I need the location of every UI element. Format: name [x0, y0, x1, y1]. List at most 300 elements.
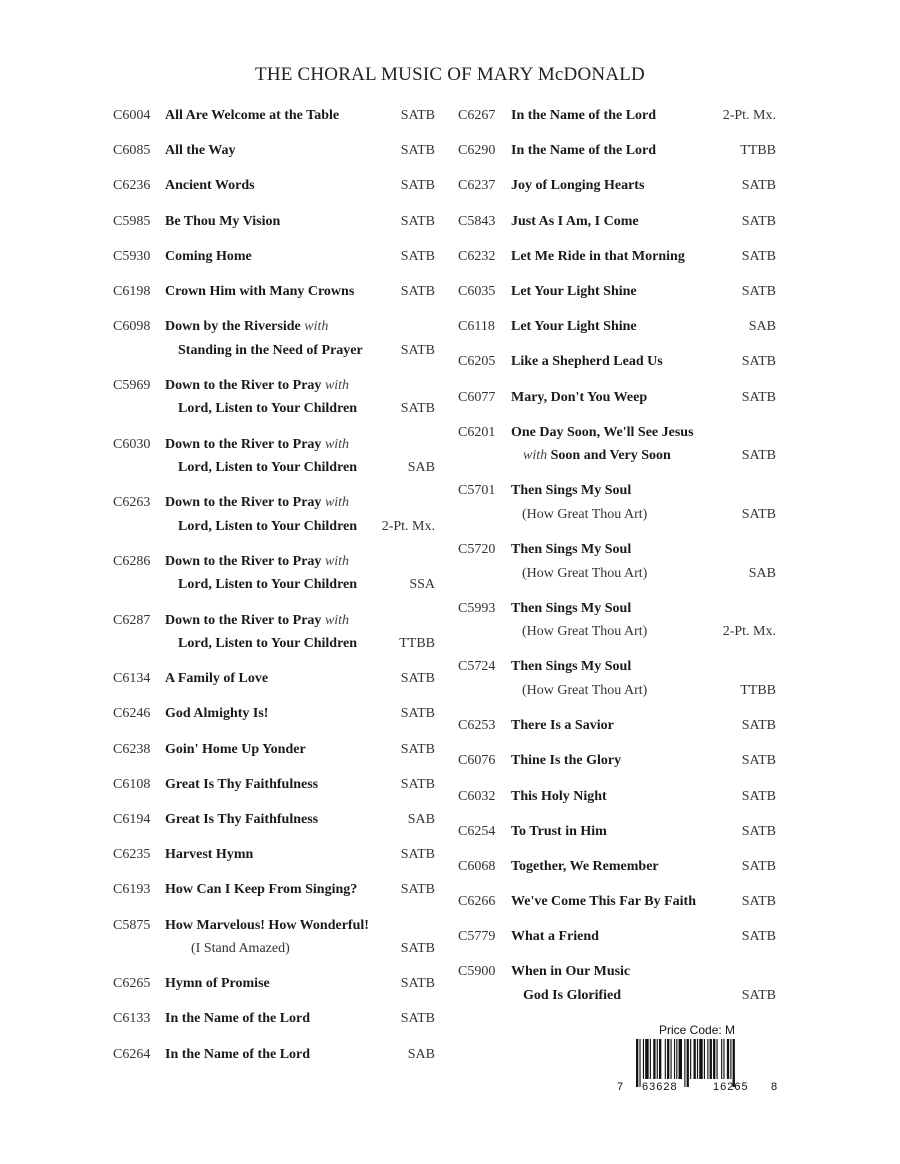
catalog-entry — [113, 280, 435, 304]
voicing: SATB — [741, 823, 776, 839]
song-title — [165, 914, 369, 938]
song-subtitle — [522, 620, 647, 644]
voicing: SATB — [741, 248, 776, 264]
song-title — [511, 174, 644, 198]
song-title — [511, 855, 659, 879]
song-title-text: How Can I Keep From Singing? — [165, 882, 358, 898]
song-title — [165, 210, 280, 234]
catalog-number: C6235 — [113, 847, 151, 863]
song-title — [511, 315, 637, 339]
song-title — [165, 702, 268, 726]
song-title — [165, 433, 349, 457]
voicing: SAB — [407, 1046, 435, 1062]
catalog-entry — [458, 315, 776, 339]
voicing: SATB — [400, 213, 435, 229]
barcode-bar — [704, 1039, 705, 1079]
barcode-bar — [694, 1039, 696, 1079]
voicing: SATB — [400, 108, 435, 123]
song-title-text: Harvest Hymn — [165, 847, 254, 863]
catalog-entry-line — [458, 104, 776, 128]
catalog-entry — [113, 374, 435, 421]
voicing: 2-Pt. Mx. — [722, 624, 776, 640]
song-title — [165, 104, 339, 128]
voicing: SATB — [400, 941, 435, 957]
catalog-entry-line — [458, 562, 776, 586]
catalog-number: C6004 — [113, 108, 151, 123]
song-title — [178, 573, 357, 597]
catalog-entry-line — [113, 139, 435, 163]
song-title — [165, 374, 349, 398]
barcode-bar — [687, 1039, 689, 1087]
catalog-number: C6286 — [113, 553, 151, 569]
barcode-bar — [643, 1039, 644, 1079]
catalog-entry-line — [113, 550, 435, 574]
song-title-text: Joy of Longing Hearts — [511, 178, 645, 194]
catalog-entry-line — [113, 433, 435, 457]
catalog-number: C5843 — [458, 213, 496, 229]
song-title — [165, 1043, 310, 1067]
song-title — [511, 890, 696, 914]
catalog-entry — [113, 245, 435, 269]
voicing: SATB — [741, 389, 776, 405]
page-title: THE CHORAL MUSIC OF MARY McDONALD — [255, 64, 645, 85]
song-title — [165, 878, 357, 902]
catalog-number: C6232 — [458, 248, 496, 264]
catalog-entry-line — [458, 386, 776, 410]
barcode-bar — [676, 1039, 677, 1079]
song-title — [511, 785, 607, 809]
song-title-text: One Day Soon, We'll See Jesus — [511, 424, 694, 440]
song-title — [511, 386, 647, 410]
barcode-bar — [721, 1039, 722, 1079]
song-title-text: Crown Him with Many Crowns — [165, 283, 355, 299]
voicing: SATB — [400, 671, 435, 687]
barcode-bar — [690, 1039, 691, 1079]
song-title — [511, 104, 656, 128]
catalog-entry — [113, 139, 435, 163]
catalog-entry — [458, 210, 776, 234]
catalog-entry — [113, 667, 435, 691]
catalog-entry — [113, 315, 435, 362]
catalog-entry — [113, 738, 435, 762]
catalog-number: C6265 — [113, 976, 151, 992]
song-title — [165, 280, 354, 304]
song-title-text: There Is a Savior — [511, 718, 614, 734]
catalog-entry — [458, 890, 776, 914]
song-title-text: Let Me Ride in that Morning — [511, 248, 685, 264]
song-title — [523, 984, 621, 1008]
with-connector: with — [324, 436, 350, 452]
song-title-text: What a Friend — [511, 929, 599, 945]
catalog-entry — [458, 655, 776, 702]
catalog-number: C6290 — [458, 143, 496, 159]
catalog-number: C5930 — [113, 248, 151, 264]
song-title-text: Down to the River to Pray — [165, 612, 322, 628]
catalog-entry-line — [113, 280, 435, 304]
voicing: SATB — [741, 283, 776, 299]
barcode-bar — [636, 1039, 638, 1087]
song-title-text: Then Sings My Soul — [511, 542, 632, 558]
song-title-text: Goin' Home Up Yonder — [165, 741, 306, 757]
catalog-entry — [113, 878, 435, 902]
catalog-entry — [458, 714, 776, 738]
catalog-entry — [458, 104, 776, 128]
catalog-entry-line — [458, 421, 776, 445]
barcode-bar — [645, 1039, 648, 1079]
catalog-number: C6287 — [113, 612, 151, 628]
catalog-entry-line — [458, 503, 776, 527]
barcode-bar — [710, 1039, 712, 1079]
catalog-entry-line — [113, 914, 435, 938]
catalog-entry — [113, 609, 435, 656]
song-title-text: Mary, Don't You Weep — [511, 389, 648, 405]
catalog-entry-line — [458, 655, 776, 679]
voicing: SSA — [409, 577, 435, 593]
catalog-number: C6253 — [458, 718, 496, 734]
barcode-bar — [697, 1039, 698, 1079]
catalog-number: C5779 — [458, 929, 496, 945]
song-title-text: Lord, Listen to Your Children — [178, 401, 358, 417]
song-title — [165, 738, 306, 762]
song-title-text: Coming Home — [165, 248, 252, 264]
barcode-bar — [730, 1039, 731, 1079]
song-title-text: Be Thou My Vision — [165, 213, 281, 229]
song-title — [165, 667, 268, 691]
barcode-bar — [684, 1039, 685, 1087]
barcode-bar — [665, 1039, 666, 1079]
catalog-entry — [113, 972, 435, 996]
song-title-text: To Trust in Him — [511, 823, 607, 839]
catalog-entry-line — [113, 667, 435, 691]
voicing: SATB — [741, 448, 776, 464]
song-title — [511, 538, 631, 562]
catalog-entry — [113, 702, 435, 726]
catalog-number: C6266 — [458, 894, 496, 910]
song-title — [511, 479, 631, 503]
song-title-text: Soon and Very Soon — [550, 448, 671, 464]
catalog-entry-line — [458, 820, 776, 844]
voicing: SAB — [748, 565, 776, 581]
voicing: SATB — [741, 354, 776, 370]
song-title-text: Great Is Thy Faithfulness — [165, 776, 319, 792]
song-title — [165, 139, 236, 163]
catalog-entry-line — [458, 210, 776, 234]
song-title-text: Down to the River to Pray — [165, 436, 322, 452]
with-connector: with — [324, 377, 350, 393]
barcode-bar — [679, 1039, 682, 1079]
catalog-entry — [458, 960, 776, 1007]
song-title — [165, 315, 328, 339]
catalog-number: C5720 — [458, 542, 496, 558]
catalog-number: C6201 — [458, 424, 496, 440]
voicing: SATB — [741, 213, 776, 229]
barcode-bar — [733, 1039, 735, 1087]
song-title-text: Down to the River to Pray — [165, 377, 322, 393]
song-title — [511, 245, 685, 269]
song-title — [511, 139, 656, 163]
catalog-entry-line — [458, 785, 776, 809]
song-subtitle — [522, 503, 647, 527]
song-title-text: (How Great Thou Art) — [522, 682, 648, 698]
barcode-bar — [639, 1039, 640, 1087]
catalog-entry — [113, 550, 435, 597]
voicing: SAB — [407, 460, 435, 475]
catalog-number: C6077 — [458, 389, 496, 405]
song-title — [511, 421, 694, 445]
song-title — [511, 820, 607, 844]
voicing: TTBB — [740, 143, 776, 159]
catalog-entry — [113, 433, 435, 480]
catalog-entry-line — [113, 632, 435, 656]
song-title — [165, 1007, 310, 1031]
song-title — [165, 245, 252, 269]
catalog-entry-line — [113, 609, 435, 633]
song-title-text: Then Sings My Soul — [511, 483, 632, 499]
catalog-entry-line — [458, 749, 776, 773]
catalog-entry-line — [113, 397, 435, 421]
catalog-number: C6098 — [113, 319, 151, 335]
voicing: SATB — [400, 741, 435, 757]
catalog-entry — [458, 245, 776, 269]
voicing: 2-Pt. Mx. — [722, 108, 776, 123]
catalog-entry — [458, 597, 776, 644]
song-title-text: Down to the River to Pray — [165, 495, 322, 511]
catalog-entry — [458, 749, 776, 773]
catalog-entry-line — [458, 925, 776, 949]
catalog-entry — [113, 1007, 435, 1031]
catalog-number: C6198 — [113, 283, 151, 299]
catalog-entry-line — [113, 491, 435, 515]
song-title-text: Down to the River to Pray — [165, 553, 322, 569]
song-title — [165, 491, 349, 515]
catalog-entry-line — [113, 937, 435, 961]
catalog-entry-line — [113, 456, 435, 480]
catalog-entry-line — [113, 515, 435, 539]
barcode-bar — [707, 1039, 708, 1079]
voicing: TTBB — [399, 636, 435, 652]
voicing: 2-Pt. Mx. — [381, 518, 435, 534]
catalog-number: C6264 — [113, 1046, 151, 1062]
song-title-text: Lord, Listen to Your Children — [178, 460, 358, 475]
upc-check-digit: 8 — [771, 1081, 778, 1093]
catalog-entry-line — [458, 714, 776, 738]
voicing: SATB — [400, 976, 435, 992]
catalog-number: C6237 — [458, 178, 496, 194]
barcode-bar — [671, 1039, 672, 1079]
catalog-entry-line — [113, 174, 435, 198]
song-title — [165, 174, 255, 198]
catalog-entry — [113, 174, 435, 198]
song-title-text: God Almighty Is! — [165, 706, 269, 722]
voicing: SATB — [741, 506, 776, 522]
voicing: SATB — [741, 788, 776, 804]
catalog-number: C6254 — [458, 823, 496, 839]
with-connector: with — [304, 319, 329, 335]
catalog-number: C6035 — [458, 283, 496, 299]
song-title-text: How Marvelous! How Wonderful! — [165, 917, 369, 933]
catalog-number: C6118 — [458, 319, 495, 335]
catalog-entry-line — [458, 139, 776, 163]
song-title-text: Down by the Riverside — [165, 319, 301, 335]
barcode-bar — [727, 1039, 729, 1079]
catalog-entry — [458, 421, 776, 468]
catalog-entry — [113, 843, 435, 867]
catalog-entry-line — [458, 444, 776, 468]
song-title — [165, 550, 349, 574]
voicing: SATB — [400, 143, 435, 159]
song-subtitle — [522, 679, 647, 703]
song-title — [511, 925, 599, 949]
song-title — [165, 843, 253, 867]
catalog-entry — [113, 914, 435, 961]
voicing: SATB — [741, 178, 776, 194]
catalog-number: C6193 — [113, 882, 151, 898]
voicing: SATB — [741, 987, 776, 1003]
with-connector: with — [324, 612, 350, 628]
song-title-text: (How Great Thou Art) — [522, 506, 648, 522]
song-title-text: Standing in the Need of Prayer — [178, 342, 363, 358]
barcode-bar — [674, 1039, 675, 1079]
catalog-number: C6076 — [458, 753, 496, 769]
catalog-entry-line — [458, 620, 776, 644]
song-title-text: Thine Is the Glory — [511, 753, 622, 769]
song-title — [511, 655, 631, 679]
voicing: SATB — [741, 718, 776, 734]
song-title — [511, 749, 621, 773]
song-title-text: In the Name of the Lord — [511, 108, 657, 123]
song-title-text: Then Sings My Soul — [511, 659, 632, 675]
barcode-bar — [723, 1039, 724, 1079]
catalog-entry-line — [458, 350, 776, 374]
upc-first-digit: 7 — [617, 1081, 624, 1093]
song-title-text: Ancient Words — [165, 178, 255, 194]
catalog-entry — [458, 925, 776, 949]
song-subtitle — [522, 562, 647, 586]
barcode-bar — [657, 1039, 658, 1079]
song-subtitle — [191, 937, 290, 961]
catalog-entry-line — [113, 374, 435, 398]
catalog-number: C6134 — [113, 671, 151, 687]
catalog-entry — [113, 210, 435, 234]
catalog-entry-line — [458, 890, 776, 914]
catalog-entry-line — [113, 702, 435, 726]
song-title — [511, 714, 614, 738]
catalog-column-right — [458, 104, 776, 1019]
catalog-number: C5985 — [113, 213, 151, 229]
song-title-text: (How Great Thou Art) — [522, 624, 648, 640]
voicing: SATB — [741, 894, 776, 910]
catalog-column-left — [113, 104, 435, 1078]
voicing: SATB — [400, 776, 435, 792]
voicing: SATB — [400, 706, 435, 722]
voicing: SAB — [748, 319, 776, 335]
catalog-entry — [458, 538, 776, 585]
catalog-number: C6205 — [458, 354, 496, 370]
catalog-number: C5993 — [458, 600, 496, 616]
catalog-number: C5900 — [458, 964, 496, 980]
barcode-bar — [713, 1039, 715, 1079]
barcode-bar — [653, 1039, 655, 1079]
catalog-entry-line — [113, 878, 435, 902]
voicing: SATB — [400, 248, 435, 264]
catalog-entry-line — [113, 245, 435, 269]
catalog-number: C6267 — [458, 108, 496, 123]
catalog-entry-line — [113, 972, 435, 996]
catalog-entry — [458, 820, 776, 844]
song-title — [178, 456, 357, 480]
voicing: SATB — [741, 858, 776, 874]
song-title-text: (I Stand Amazed) — [191, 941, 290, 957]
catalog-entry-line — [113, 104, 435, 128]
catalog-entry-line — [113, 808, 435, 832]
catalog-entry-line — [458, 538, 776, 562]
catalog-entry — [458, 479, 776, 526]
catalog-entry-line — [458, 679, 776, 703]
catalog-entry — [113, 491, 435, 538]
catalog-number: C6085 — [113, 143, 151, 159]
catalog-entry-line — [458, 984, 776, 1008]
song-title — [178, 515, 357, 539]
catalog-entry-line — [458, 245, 776, 269]
song-title-text: Then Sings My Soul — [511, 600, 632, 616]
song-title — [165, 808, 318, 832]
catalog-entry-line — [458, 960, 776, 984]
song-title-text: This Holy Night — [511, 788, 607, 804]
song-title-text: Just As I Am, I Come — [511, 213, 639, 229]
catalog-number: C6263 — [113, 495, 151, 511]
voicing: SATB — [741, 753, 776, 769]
catalog-entry-line — [113, 773, 435, 797]
catalog-entry-line — [458, 597, 776, 621]
voicing: SATB — [400, 401, 435, 417]
catalog-entry-line — [458, 280, 776, 304]
catalog-entry-line — [458, 174, 776, 198]
song-title — [511, 210, 639, 234]
song-title-text: Let Your Light Shine — [511, 283, 637, 299]
price-code: Price Code: M — [659, 1023, 736, 1037]
catalog-number: C5969 — [113, 377, 151, 393]
song-title-text: All the Way — [165, 143, 236, 159]
barcode-bar — [667, 1039, 669, 1079]
song-title-text: Together, We Remember — [511, 858, 659, 874]
song-title-text: In the Name of the Lord — [511, 143, 657, 159]
catalog-number: C5875 — [113, 917, 151, 933]
voicing: SAB — [407, 812, 435, 827]
upc-right-digits: 16265 — [713, 1081, 749, 1093]
song-title-text: Like a Shepherd Lead Us — [511, 354, 663, 370]
catalog-entry-line — [113, 1007, 435, 1031]
catalog-entry-line — [113, 210, 435, 234]
catalog-entry — [113, 773, 435, 797]
with-connector: with — [324, 553, 350, 569]
voicing: SATB — [400, 178, 435, 194]
catalog-entry — [113, 104, 435, 128]
song-title-text: Lord, Listen to Your Children — [178, 577, 358, 593]
voicing: TTBB — [740, 682, 776, 698]
song-title-text: A Family of Love — [165, 671, 269, 687]
song-title-text: In the Name of the Lord — [165, 1011, 311, 1027]
catalog-number: C6194 — [113, 812, 151, 827]
catalog-entry-line — [458, 855, 776, 879]
catalog-entry — [458, 855, 776, 879]
catalog-entry — [458, 350, 776, 374]
song-title — [511, 597, 631, 621]
song-title-text: (How Great Thou Art) — [522, 565, 648, 581]
song-title — [178, 632, 357, 656]
catalog-entry-line — [113, 1043, 435, 1067]
catalog-number: C6236 — [113, 178, 151, 194]
barcode-bar — [699, 1039, 702, 1079]
